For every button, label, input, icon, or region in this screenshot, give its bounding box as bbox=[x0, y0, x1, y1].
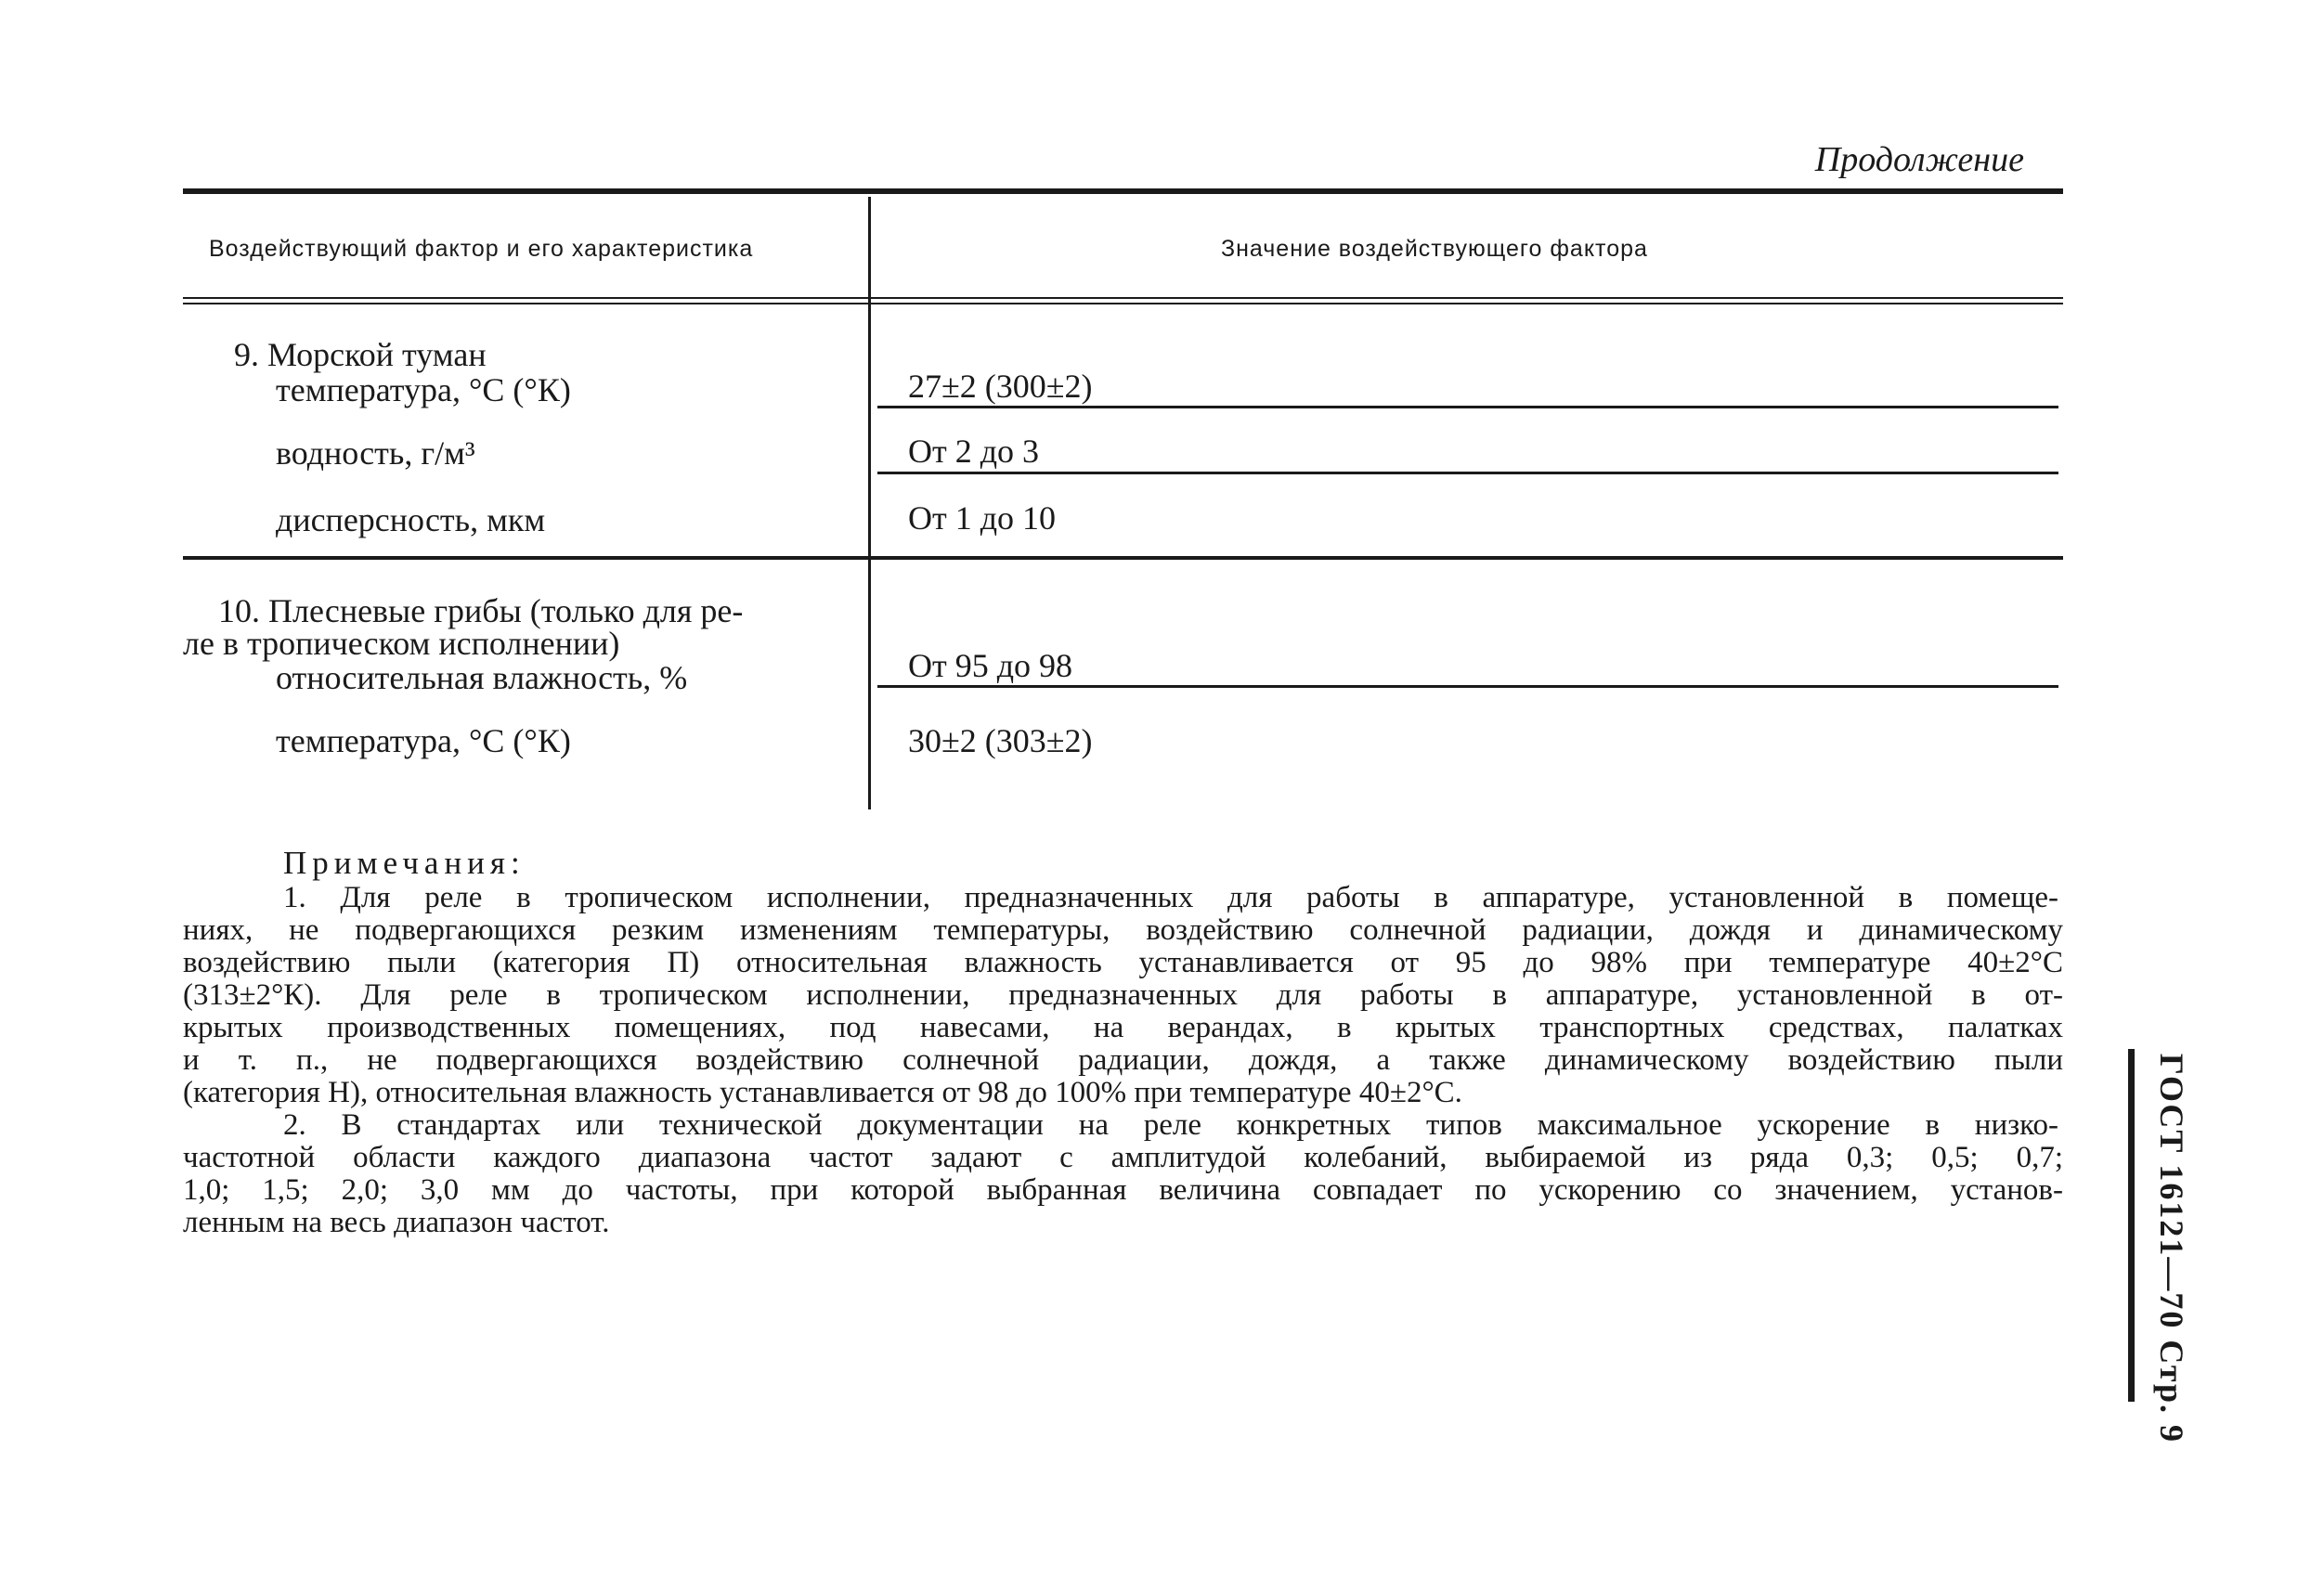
row9-rule-1 bbox=[877, 406, 2058, 408]
row9-param-dispersion: дисперсность, мкм bbox=[276, 501, 546, 538]
row10-value-temperature: 30±2 (303±2) bbox=[908, 722, 1093, 759]
row10-title-line1: 10. Плесневые грибы (только для ре- bbox=[218, 592, 744, 629]
row10-param-humidity: относительная влажность, % bbox=[276, 659, 688, 696]
row9-value-water-content: От 2 до 3 bbox=[908, 433, 1040, 470]
row-separator-9-10 bbox=[183, 556, 2063, 560]
note-line: частотной области каждого диапазона частот задают с амплитудой колебаний, выбираемой из ряда 0,3; 0,5; 0,7; bbox=[183, 1141, 2063, 1174]
note-line: воздействию пыли (категория П) относительная влажность устанавливается от 95 до 98% при температуре 40±2°С bbox=[183, 946, 2063, 979]
row9-title: 9. Морской туман bbox=[234, 336, 487, 373]
note-line: ниях, не подвергающихся резким изменениям температуры, воздействию солнечной радиации, дождя и динамическому bbox=[183, 913, 2063, 947]
note-line: 1. Для реле в тропическом исполнении, предназначенных для работы в аппаратуре, установленной в помеще- bbox=[283, 881, 2058, 914]
note-line: и т. п., не подвергающихся воздействию солнечной радиации, дождя, а также динамическому воздействию пыли bbox=[183, 1043, 2063, 1077]
continuation-label: Продолжение bbox=[1814, 140, 2024, 179]
note-line: ленным на весь диапазон частот. bbox=[183, 1206, 610, 1239]
table-top-rule bbox=[183, 188, 2063, 194]
note-line: крытых производственных помещениях, под навесами, на верандах, в крытых транспортных средствах, палатках bbox=[183, 1011, 2063, 1044]
note-line: 1,0; 1,5; 2,0; 3,0 мм до частоты, при которой выбранная величина совпадает по ускорению со значением, установ- bbox=[183, 1173, 2063, 1207]
header-rule-2 bbox=[183, 303, 2063, 304]
note-line: (категория Н), относительная влажность устанавливается от 98 до 100% при температуре 40±2°С. bbox=[183, 1076, 1462, 1109]
row10-value-humidity: От 95 до 98 bbox=[908, 647, 1073, 684]
row10-rule-1 bbox=[877, 685, 2058, 688]
row9-param-water-content: водность, г/м³ bbox=[276, 434, 475, 472]
header-rule-1 bbox=[183, 297, 2063, 299]
side-margin-bar bbox=[2128, 1049, 2135, 1402]
row9-param-temperature: температура, °С (°К) bbox=[276, 371, 571, 408]
column-header-value: Значение воздействующего фактора bbox=[1221, 236, 1648, 262]
column-divider bbox=[868, 197, 871, 809]
row9-rule-2 bbox=[877, 472, 2058, 474]
row10-param-temperature: температура, °С (°К) bbox=[276, 722, 571, 759]
row9-value-temperature: 27±2 (300±2) bbox=[908, 368, 1093, 405]
note-line: (313±2°К). Для реле в тропическом исполнении, предназначенных для работы в аппаратуре, установленной в от- bbox=[183, 978, 2063, 1012]
notes-title: Примечания: bbox=[283, 845, 526, 881]
note-line: 2. В стандартах или технической документации на реле конкретных типов максимальное ускорение в низко- bbox=[283, 1108, 2058, 1142]
column-header-factor: Воздействующий фактор и его характеристика bbox=[209, 236, 754, 262]
row9-value-dispersion: От 1 до 10 bbox=[908, 499, 1057, 537]
page-side-label: ГОСТ 16121—70 Стр. 9 bbox=[2153, 1053, 2190, 1444]
row10-title-line2: ле в тропическом исполнении) bbox=[183, 625, 620, 662]
